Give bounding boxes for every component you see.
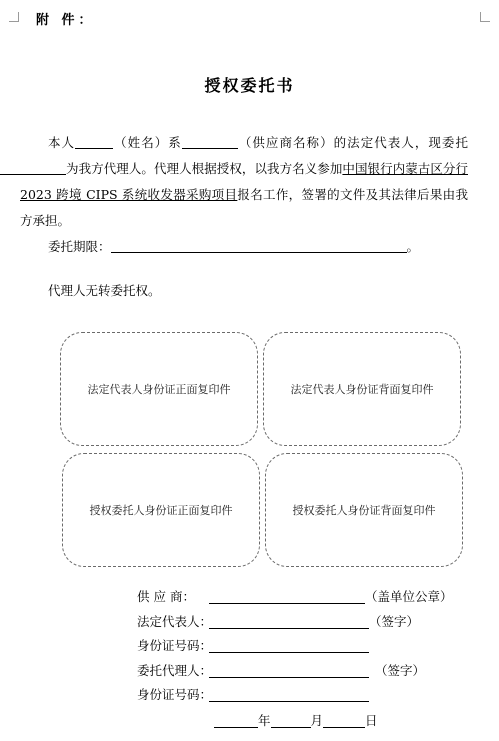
legal-rep-blank [209,614,369,629]
date-line [214,711,378,729]
year-blank [214,713,258,728]
day-blank [323,713,365,728]
period-blank [111,237,407,253]
name-blank [75,133,113,149]
agent-row [137,661,453,686]
id-number-blank [209,638,369,653]
supplier-label: 供 应 商： [137,589,195,604]
supplier-name-blank [182,133,238,149]
legal-rep-id-front-box: 法定代表人身份证正面复印件 [60,332,258,446]
legal-rep-note: （签字） [369,613,420,629]
agent-label: 委托代理人： [137,662,213,678]
no-transfer-statement: 代理人无转委托权。 [48,283,161,298]
text-segment: 为我方代理人。代理人根据授权，以我方名义参加 [66,161,343,176]
id-number-label: 身份证号码： [137,638,213,653]
id-number-row-2 [137,685,453,710]
legal-rep-row [137,612,453,637]
supplier-blank [209,589,365,604]
year-label: 年 [258,713,271,728]
period-end: 。 [406,239,420,254]
agent-id-back-box: 授权委托人身份证背面复印件 [265,453,463,567]
document-body [20,130,468,304]
month-label: 月 [310,713,324,728]
text-segment: 本人 [48,135,76,150]
supplier-note: （盖单位公章） [365,589,453,604]
text-segment: （供应商名称）的法定代表人，现委托 [237,135,468,150]
signature-block [137,587,453,710]
attachment-label: 附 件： [36,13,96,28]
authorization-paragraph [20,130,468,234]
supplier-row [137,587,453,612]
text-segment: （姓名）系 [113,135,182,150]
page-corner-mark-right [480,12,490,22]
text-segment: 报名工作，签署的文件及其法律后果由我方承担。 [20,187,468,228]
legal-rep-label: 法定代表人： [137,613,213,629]
page-corner-mark-left [9,12,19,22]
agent-note: （签字） [375,662,426,678]
id-number-blank [209,687,369,702]
legal-rep-id-back-box: 法定代表人身份证背面复印件 [263,332,461,446]
document-title: 授权委托书 [204,76,295,95]
agent-id-front-box: 授权委托人身份证正面复印件 [62,453,260,567]
agent-blank [209,663,369,678]
period-label: 委托期限： [48,239,111,254]
id-number-label: 身份证号码： [137,687,213,702]
authorization-period-row [20,234,468,260]
id-number-row-1 [137,636,453,661]
day-label: 日 [365,713,378,728]
agent-name-blank [0,159,66,175]
month-blank [271,713,311,728]
project-name: 中国银行内蒙古区分行 2023 跨境 CIPS 系统收发器采购项目 [20,161,468,202]
